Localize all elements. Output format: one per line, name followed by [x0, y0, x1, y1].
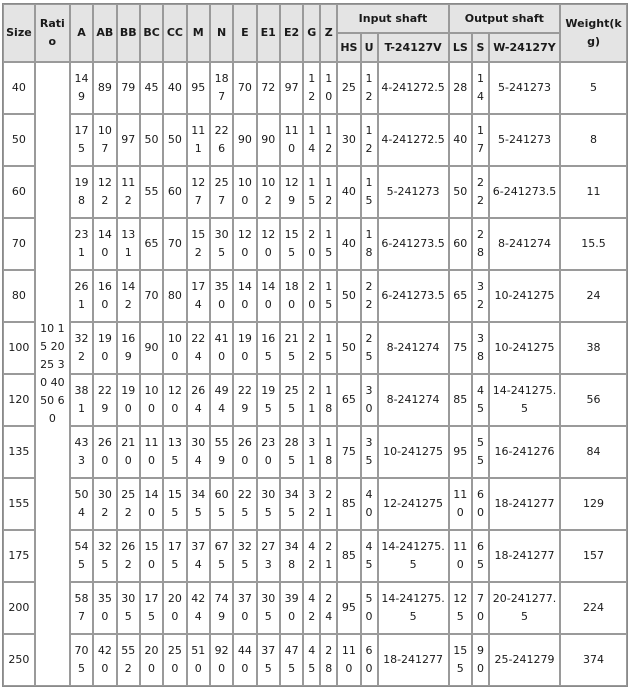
cell-e2: 155: [280, 218, 303, 270]
cell-ls: 125: [449, 582, 472, 634]
cell-g: 15: [303, 166, 320, 218]
cell-e2: 475: [280, 634, 303, 686]
cell-t-24127v: 4-241272.5: [378, 62, 449, 114]
cell-hs: 50: [337, 270, 360, 322]
header-w-24127y: W-24127Y: [489, 33, 560, 62]
cell-s: 90: [472, 634, 489, 686]
cell-s: 70: [472, 582, 489, 634]
gearbox-dimensions-table: [2, 3, 628, 687]
cell-w-24127y: 20-241277.5: [489, 582, 560, 634]
cell-m: 152: [187, 218, 210, 270]
cell-hs: 110: [337, 634, 360, 686]
cell-ls: 65: [449, 270, 472, 322]
cell-ab: 89: [93, 62, 116, 114]
table-row: [3, 218, 627, 270]
cell-ab: 260: [93, 426, 116, 478]
cell-n: 187: [210, 62, 233, 114]
cell-a: 231: [70, 218, 93, 270]
header-bc: BC: [140, 4, 163, 62]
cell-bc: 140: [140, 478, 163, 530]
cell-u: 60: [361, 634, 378, 686]
header-n: N: [210, 4, 233, 62]
cell-s: 17: [472, 114, 489, 166]
cell-t-24127v: 18-241277: [378, 634, 449, 686]
cell-s: 28: [472, 218, 489, 270]
cell-bb: 552: [117, 634, 140, 686]
cell-a: 198: [70, 166, 93, 218]
cell-bc: 175: [140, 582, 163, 634]
cell-a: 705: [70, 634, 93, 686]
cell-u: 45: [361, 530, 378, 582]
cell-e: 140: [233, 270, 256, 322]
cell-e2: 129: [280, 166, 303, 218]
cell-ls: 110: [449, 478, 472, 530]
header-e: E: [233, 4, 256, 62]
cell-t-24127v: 12-241275: [378, 478, 449, 530]
cell-cc: 155: [163, 478, 186, 530]
table-row: [3, 634, 627, 686]
cell-m: 95: [187, 62, 210, 114]
table-row: [3, 478, 627, 530]
cell-m: 224: [187, 322, 210, 374]
table-row: [3, 114, 627, 166]
cell-z: 12: [320, 166, 337, 218]
cell-size: 155: [3, 478, 35, 530]
header-e2: E2: [280, 4, 303, 62]
cell-ab: 190: [93, 322, 116, 374]
cell-bb: 305: [117, 582, 140, 634]
cell-a: 587: [70, 582, 93, 634]
cell-s: 45: [472, 374, 489, 426]
cell-t-24127v: 14-241275.5: [378, 582, 449, 634]
cell-t-24127v: 14-241275.5: [378, 530, 449, 582]
cell-weight: 24: [560, 270, 627, 322]
header-s: S: [472, 33, 489, 62]
cell-m: 304: [187, 426, 210, 478]
cell-w-24127y: 14-241275.5: [489, 374, 560, 426]
cell-bc: 200: [140, 634, 163, 686]
cell-a: 261: [70, 270, 93, 322]
cell-weight: 5: [560, 62, 627, 114]
cell-g: 14: [303, 114, 320, 166]
cell-bb: 112: [117, 166, 140, 218]
cell-u: 12: [361, 114, 378, 166]
cell-u: 50: [361, 582, 378, 634]
cell-weight: 15.5: [560, 218, 627, 270]
cell-hs: 85: [337, 478, 360, 530]
cell-bb: 79: [117, 62, 140, 114]
cell-bb: 262: [117, 530, 140, 582]
header-z: Z: [320, 4, 337, 62]
table-row: [3, 166, 627, 218]
cell-w-24127y: 18-241277: [489, 530, 560, 582]
cell-a: 545: [70, 530, 93, 582]
cell-e1: 375: [257, 634, 280, 686]
cell-e2: 215: [280, 322, 303, 374]
cell-n: 226: [210, 114, 233, 166]
cell-w-24127y: 16-241276: [489, 426, 560, 478]
cell-size: 200: [3, 582, 35, 634]
cell-weight: 129: [560, 478, 627, 530]
cell-size: 50: [3, 114, 35, 166]
cell-weight: 224: [560, 582, 627, 634]
cell-hs: 50: [337, 322, 360, 374]
cell-s: 60: [472, 478, 489, 530]
cell-u: 15: [361, 166, 378, 218]
cell-cc: 250: [163, 634, 186, 686]
cell-e: 370: [233, 582, 256, 634]
header-ab: AB: [93, 4, 116, 62]
cell-e1: 195: [257, 374, 280, 426]
cell-t-24127v: 6-241273.5: [378, 270, 449, 322]
cell-e2: 285: [280, 426, 303, 478]
cell-z: 18: [320, 374, 337, 426]
cell-e1: 120: [257, 218, 280, 270]
cell-ls: 40: [449, 114, 472, 166]
cell-a: 149: [70, 62, 93, 114]
cell-weight: 157: [560, 530, 627, 582]
cell-ab: 325: [93, 530, 116, 582]
cell-g: 45: [303, 634, 320, 686]
cell-g: 21: [303, 374, 320, 426]
cell-s: 14: [472, 62, 489, 114]
cell-e1: 140: [257, 270, 280, 322]
cell-hs: 40: [337, 166, 360, 218]
cell-n: 410: [210, 322, 233, 374]
cell-bc: 90: [140, 322, 163, 374]
cell-s: 65: [472, 530, 489, 582]
cell-t-24127v: 8-241274: [378, 374, 449, 426]
cell-g: 42: [303, 582, 320, 634]
table-row: [3, 530, 627, 582]
cell-size: 70: [3, 218, 35, 270]
cell-ab: 350: [93, 582, 116, 634]
cell-bb: 97: [117, 114, 140, 166]
cell-t-24127v: 5-241273: [378, 166, 449, 218]
cell-z: 21: [320, 530, 337, 582]
cell-ab: 302: [93, 478, 116, 530]
table-row: [3, 270, 627, 322]
cell-s: 32: [472, 270, 489, 322]
cell-size: 80: [3, 270, 35, 322]
cell-ab: 107: [93, 114, 116, 166]
header-u: U: [361, 33, 378, 62]
cell-e1: 305: [257, 582, 280, 634]
header-weight: Weight(kg): [560, 4, 627, 62]
cell-size: 100: [3, 322, 35, 374]
cell-e1: 72: [257, 62, 280, 114]
cell-u: 30: [361, 374, 378, 426]
table-row: [3, 426, 627, 478]
cell-e: 325: [233, 530, 256, 582]
cell-bb: 190: [117, 374, 140, 426]
cell-w-24127y: 5-241273: [489, 62, 560, 114]
cell-n: 675: [210, 530, 233, 582]
cell-u: 25: [361, 322, 378, 374]
table-row: [3, 374, 627, 426]
cell-n: 257: [210, 166, 233, 218]
header-ls: LS: [449, 33, 472, 62]
cell-ls: 155: [449, 634, 472, 686]
cell-bc: 50: [140, 114, 163, 166]
cell-z: 21: [320, 478, 337, 530]
cell-z: 18: [320, 426, 337, 478]
cell-ls: 60: [449, 218, 472, 270]
cell-a: 322: [70, 322, 93, 374]
cell-ratio: 10 15 20 25 30 40 50 60: [35, 62, 70, 686]
cell-u: 12: [361, 62, 378, 114]
cell-e2: 345: [280, 478, 303, 530]
header-bb: BB: [117, 4, 140, 62]
header-cc: CC: [163, 4, 186, 62]
cell-cc: 50: [163, 114, 186, 166]
cell-z: 15: [320, 322, 337, 374]
cell-m: 127: [187, 166, 210, 218]
cell-size: 60: [3, 166, 35, 218]
cell-cc: 60: [163, 166, 186, 218]
cell-ls: 28: [449, 62, 472, 114]
cell-u: 40: [361, 478, 378, 530]
cell-m: 374: [187, 530, 210, 582]
cell-a: 504: [70, 478, 93, 530]
cell-w-24127y: 6-241273.5: [489, 166, 560, 218]
cell-w-24127y: 8-241274: [489, 218, 560, 270]
cell-ab: 160: [93, 270, 116, 322]
cell-e2: 348: [280, 530, 303, 582]
cell-ls: 50: [449, 166, 472, 218]
cell-size: 135: [3, 426, 35, 478]
cell-weight: 374: [560, 634, 627, 686]
cell-g: 22: [303, 322, 320, 374]
cell-m: 510: [187, 634, 210, 686]
cell-e1: 230: [257, 426, 280, 478]
header-a: A: [70, 4, 93, 62]
cell-m: 424: [187, 582, 210, 634]
cell-e: 225: [233, 478, 256, 530]
cell-e2: 110: [280, 114, 303, 166]
cell-hs: 25: [337, 62, 360, 114]
cell-s: 22: [472, 166, 489, 218]
cell-bb: 142: [117, 270, 140, 322]
cell-bc: 150: [140, 530, 163, 582]
cell-bc: 100: [140, 374, 163, 426]
cell-u: 35: [361, 426, 378, 478]
cell-cc: 100: [163, 322, 186, 374]
cell-hs: 85: [337, 530, 360, 582]
cell-w-24127y: 18-241277: [489, 478, 560, 530]
cell-z: 15: [320, 218, 337, 270]
cell-n: 350: [210, 270, 233, 322]
cell-e1: 102: [257, 166, 280, 218]
cell-ab: 122: [93, 166, 116, 218]
cell-e1: 165: [257, 322, 280, 374]
cell-bb: 252: [117, 478, 140, 530]
cell-bc: 70: [140, 270, 163, 322]
header-ratio: Ratio: [35, 4, 70, 62]
cell-cc: 70: [163, 218, 186, 270]
cell-n: 559: [210, 426, 233, 478]
cell-w-24127y: 10-241275: [489, 270, 560, 322]
cell-n: 605: [210, 478, 233, 530]
header-output-shaft: Output shaft: [449, 4, 560, 33]
cell-m: 111: [187, 114, 210, 166]
cell-z: 24: [320, 582, 337, 634]
cell-weight: 56: [560, 374, 627, 426]
cell-g: 20: [303, 270, 320, 322]
cell-e2: 180: [280, 270, 303, 322]
cell-s: 38: [472, 322, 489, 374]
cell-hs: 75: [337, 426, 360, 478]
cell-g: 32: [303, 478, 320, 530]
cell-hs: 95: [337, 582, 360, 634]
cell-a: 433: [70, 426, 93, 478]
cell-t-24127v: 4-241272.5: [378, 114, 449, 166]
cell-hs: 40: [337, 218, 360, 270]
cell-e1: 90: [257, 114, 280, 166]
cell-m: 345: [187, 478, 210, 530]
cell-weight: 38: [560, 322, 627, 374]
cell-t-24127v: 6-241273.5: [378, 218, 449, 270]
cell-g: 42: [303, 530, 320, 582]
cell-e2: 97: [280, 62, 303, 114]
cell-weight: 8: [560, 114, 627, 166]
cell-e: 440: [233, 634, 256, 686]
cell-size: 175: [3, 530, 35, 582]
cell-size: 40: [3, 62, 35, 114]
table-row: [3, 322, 627, 374]
table-row: [3, 62, 627, 114]
cell-z: 12: [320, 114, 337, 166]
cell-bc: 55: [140, 166, 163, 218]
cell-cc: 135: [163, 426, 186, 478]
cell-cc: 80: [163, 270, 186, 322]
cell-hs: 30: [337, 114, 360, 166]
cell-ab: 420: [93, 634, 116, 686]
cell-cc: 40: [163, 62, 186, 114]
cell-g: 12: [303, 62, 320, 114]
cell-ls: 110: [449, 530, 472, 582]
cell-e: 70: [233, 62, 256, 114]
cell-m: 264: [187, 374, 210, 426]
cell-t-24127v: 8-241274: [378, 322, 449, 374]
cell-e: 100: [233, 166, 256, 218]
cell-a: 381: [70, 374, 93, 426]
cell-bc: 65: [140, 218, 163, 270]
cell-ab: 140: [93, 218, 116, 270]
cell-cc: 175: [163, 530, 186, 582]
cell-w-24127y: 5-241273: [489, 114, 560, 166]
cell-bb: 131: [117, 218, 140, 270]
cell-bb: 210: [117, 426, 140, 478]
cell-ls: 75: [449, 322, 472, 374]
cell-bc: 110: [140, 426, 163, 478]
table-row: [3, 582, 627, 634]
cell-z: 15: [320, 270, 337, 322]
cell-e1: 273: [257, 530, 280, 582]
cell-t-24127v: 10-241275: [378, 426, 449, 478]
header-hs: HS: [337, 33, 360, 62]
header-input-shaft: Input shaft: [337, 4, 448, 33]
cell-u: 22: [361, 270, 378, 322]
cell-s: 55: [472, 426, 489, 478]
cell-a: 175: [70, 114, 93, 166]
cell-w-24127y: 25-241279: [489, 634, 560, 686]
cell-hs: 65: [337, 374, 360, 426]
cell-e2: 390: [280, 582, 303, 634]
header-g: G: [303, 4, 320, 62]
cell-n: 494: [210, 374, 233, 426]
cell-n: 749: [210, 582, 233, 634]
cell-g: 31: [303, 426, 320, 478]
cell-e: 120: [233, 218, 256, 270]
cell-size: 120: [3, 374, 35, 426]
cell-n: 920: [210, 634, 233, 686]
cell-ab: 229: [93, 374, 116, 426]
cell-z: 10: [320, 62, 337, 114]
cell-size: 250: [3, 634, 35, 686]
cell-e: 190: [233, 322, 256, 374]
cell-e1: 305: [257, 478, 280, 530]
header-m: M: [187, 4, 210, 62]
cell-u: 18: [361, 218, 378, 270]
cell-cc: 120: [163, 374, 186, 426]
cell-e: 229: [233, 374, 256, 426]
cell-ls: 95: [449, 426, 472, 478]
cell-w-24127y: 10-241275: [489, 322, 560, 374]
cell-weight: 11: [560, 166, 627, 218]
table-body: [3, 62, 627, 686]
header-size: Size: [3, 4, 35, 62]
cell-ls: 85: [449, 374, 472, 426]
cell-n: 305: [210, 218, 233, 270]
cell-m: 174: [187, 270, 210, 322]
cell-e2: 255: [280, 374, 303, 426]
header-e1: E1: [257, 4, 280, 62]
cell-e: 260: [233, 426, 256, 478]
cell-bb: 169: [117, 322, 140, 374]
cell-cc: 200: [163, 582, 186, 634]
header-t-24127v: T-24127V: [378, 33, 449, 62]
cell-bc: 45: [140, 62, 163, 114]
cell-e: 90: [233, 114, 256, 166]
cell-g: 20: [303, 218, 320, 270]
cell-weight: 84: [560, 426, 627, 478]
cell-z: 28: [320, 634, 337, 686]
